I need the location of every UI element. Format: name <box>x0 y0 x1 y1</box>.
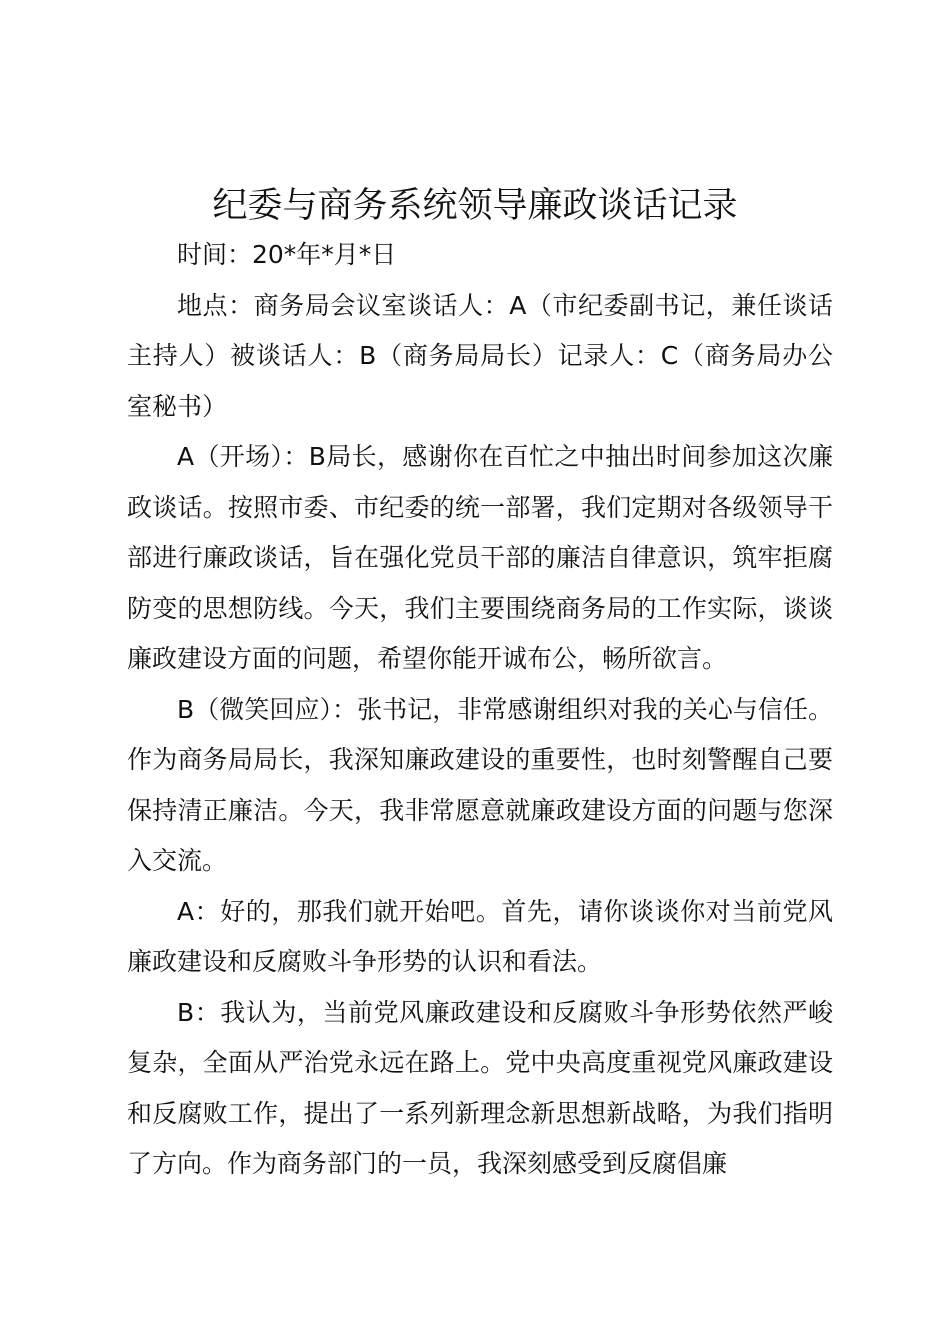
document-title: 纪委与商务系统领导廉政谈话记录 <box>212 186 738 226</box>
paragraph-time: 时间：20*年*月*日 <box>177 240 397 269</box>
document-body <box>127 230 833 1190</box>
paragraph-b-answer: B：我认为，当前党风廉政建设和反腐败斗争形势依然严峻复杂，全面从严治党永远在路上。党中央高度重视党风廉政建设和反腐败工作，提出了一系列新理念新思想新战略，为我们指明了方向。作为商务部门的一员，我深刻感受到反腐倡廉 <box>127 997 833 1178</box>
paragraph-b-response: B（微笑回应）：张书记，非常感谢组织对我的关心与信任。作为商务局局长，我深知廉政建设的重要性，也时刻警醒自己要保持清正廉洁。今天，我非常愿意就廉政建设方面的问题与您深入交流。 <box>127 694 833 875</box>
paragraph-a-question: A：好的，那我们就开始吧。首先，请你谈谈你对当前党风廉政建设和反腐败斗争形势的认识和看法。 <box>127 896 833 976</box>
paragraph-participants: 地点：商务局会议室谈话人：A（市纪委副书记，兼任谈话主持人）被谈话人：B（商务局局长）记录人：C（商务局办公室秘书） <box>127 290 833 421</box>
paragraph-a-opening: A（开场）：B局长，感谢你在百忙之中抽出时间参加这次廉政谈话。按照市委、市纪委的统一部署，我们定期对各级领导干部进行廉政谈话，旨在强化党员干部的廉洁自律意识，筑牢拒腐防变的思想防线。今天，我们主要围绕商务局的工作实际，谈谈廉政建设方面的问题，希望你能开诚布公，畅所欲言。 <box>127 442 833 673</box>
